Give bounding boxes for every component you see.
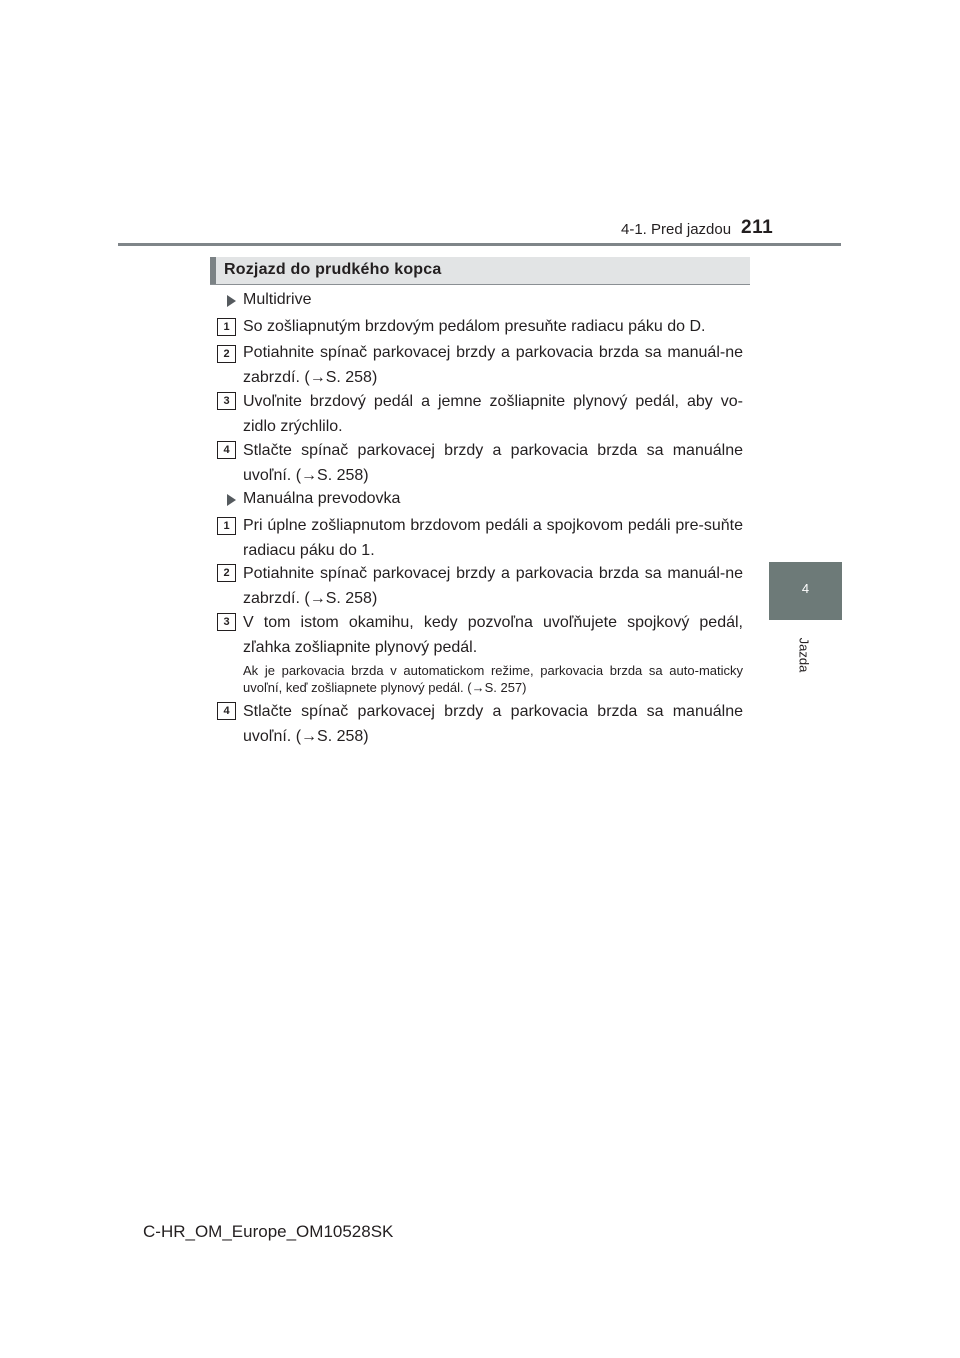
chapter-label-text: Jazda [796, 637, 812, 673]
step-text: Uvoľnite brzdový pedál a jemne zošliapnite plynový pedál, aby vo-zidlo zrýchlilo. [243, 393, 743, 435]
step-number-badge: 1 [217, 517, 236, 535]
subheading-text: Manuálna prevodovka [243, 490, 401, 507]
step-text: Potiahnite spínač parkovacej brzdy a parkovacia brzda sa manuál-ne zabrzdí. (→S. 258) [243, 565, 743, 607]
step-number-badge: 3 [217, 613, 236, 631]
step-text: Potiahnite spínač parkovacej brzdy a parkovacia brzda sa manuál-ne zabrzdí. (→S. 258) [243, 344, 743, 386]
chapter-label [797, 635, 811, 675]
step-text: V tom istom okamihu, kedy pozvoľna uvoľňujete spojkový pedál, zľahka zošliapnite plynový pedál. [243, 614, 743, 656]
step-text: Stlačte spínač parkovacej brzdy a parkovacia brzda sa manuálne uvoľní. (→S. 258) [243, 703, 743, 745]
step-text: Pri úplne zošliapnutom brzdovom pedáli a spojkovom pedáli pre-suňte radiacu páku do 1. [243, 517, 743, 559]
chapter-tab-number: 4 [801, 581, 810, 596]
step-number-badge: 3 [217, 392, 236, 410]
header-divider [118, 243, 841, 246]
triangle-bullet-icon [227, 494, 236, 506]
step-number-badge: 2 [217, 345, 236, 363]
step-number-badge: 4 [217, 702, 236, 720]
section-header-bar [210, 257, 216, 284]
note-text: Ak je parkovacia brzda v automatickom režime, parkovacia brzda sa auto-maticky uvoľní, keď zošliapnete plynový pedál. (→S. 257) [243, 663, 743, 695]
section-header [210, 257, 750, 285]
page-number: 211 [741, 217, 774, 238]
step-number-badge: 1 [217, 318, 236, 336]
triangle-bullet-icon [227, 295, 236, 307]
step-number-badge: 4 [217, 441, 236, 459]
section-title: Rozjazd do prudkého kopca [224, 261, 442, 278]
subheading-text: Multidrive [243, 291, 312, 308]
step-number-badge: 2 [217, 564, 236, 582]
chapter-tab [769, 562, 842, 620]
header-section-title: 4-1. Pred jazdou [621, 221, 732, 238]
document-code: C-HR_OM_Europe_OM10528SK [143, 1222, 394, 1241]
step-text: So zošliapnutým brzdovým pedálom presuňte radiacu páku do D. [243, 318, 706, 335]
step-text: Stlačte spínač parkovacej brzdy a parkovacia brzda sa manuálne uvoľní. (→S. 258) [243, 442, 743, 484]
